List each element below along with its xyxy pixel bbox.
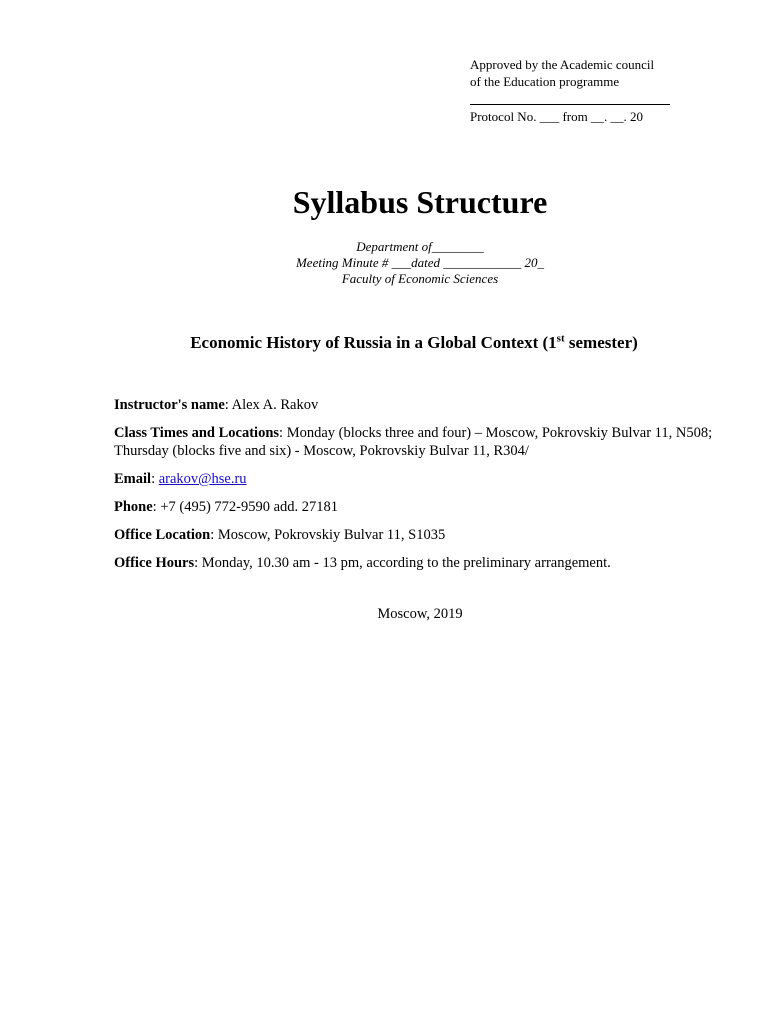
email-row	[114, 470, 714, 488]
office-location-value: : Moscow, Pokrovskiy Bulvar 11, S1035	[210, 527, 446, 543]
phone-value: : +7 (495) 772-9590 add. 27181	[152, 499, 339, 515]
course-title-sup: st	[556, 332, 565, 345]
approval-protocol: Protocol No. ___ from __. __. 20	[470, 109, 643, 124]
city-year: Moscow, 2019	[377, 606, 463, 622]
course-title	[0, 330, 770, 356]
office-location-row	[114, 526, 714, 544]
meeting-minute-line: Meeting Minute # ___dated ____________ 20_	[295, 255, 545, 270]
office-hours-row	[114, 554, 714, 572]
department-line: Department of________	[356, 239, 484, 254]
instructor-info	[114, 396, 714, 582]
faculty-line: Faculty of Economic Sciences	[341, 271, 499, 286]
class-times-label: Class Times and Locations	[114, 425, 280, 441]
instructor-label: Instructor's name	[114, 397, 225, 413]
email-label: Email	[114, 471, 152, 487]
office-location-label: Office Location	[114, 527, 211, 543]
phone-row	[114, 498, 714, 516]
instructor-row	[114, 396, 714, 414]
class-times-row	[114, 424, 714, 460]
course-title-main: Economic History of Russia in a Global Context (1	[190, 333, 557, 352]
page-title: Syllabus Structure	[292, 184, 548, 220]
class-times-value: : Monday (blocks three and four) – Moscow, Pokrovskiy Bulvar 11, N508; Thursday (blocks five and six) - Moscow, Pokrovskiy Bulvar 11, R304/	[114, 425, 713, 459]
email-link[interactable]: arakov@hse.ru	[158, 471, 247, 487]
department-block	[0, 239, 770, 287]
instructor-value: : Alex A. Rakov	[224, 397, 319, 413]
office-hours-value: : Monday, 10.30 am - 13 pm, according to the preliminary arrangement.	[194, 555, 611, 571]
phone-label: Phone	[114, 499, 153, 515]
approval-line-2: of the Education programme	[470, 74, 620, 89]
email-separator: :	[151, 471, 159, 487]
approval-signature-blank	[470, 90, 670, 105]
course-title-tail: semester)	[564, 333, 638, 352]
approval-block	[470, 56, 700, 125]
office-hours-label: Office Hours	[114, 555, 195, 571]
approval-line-1: Approved by the Academic council	[470, 57, 655, 72]
